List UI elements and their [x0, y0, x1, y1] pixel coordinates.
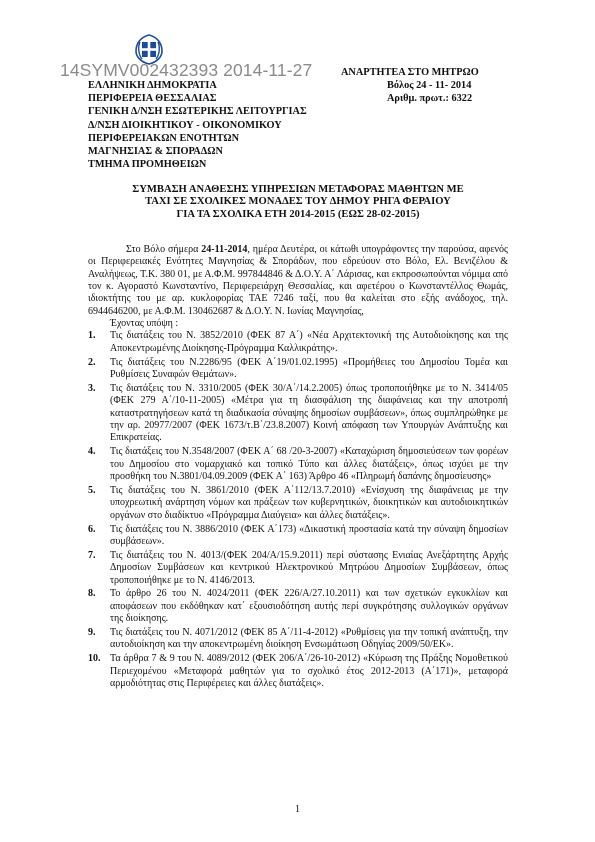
document-date: Βόλος 24 - 11- 2014	[387, 80, 472, 92]
authority-line: ΠΕΡΙΦΕΡΕΙΑΚΩΝ ΕΝΟΤΗΤΩΝ	[88, 132, 239, 144]
list-item	[88, 330, 508, 355]
item-number: 5.	[88, 484, 96, 496]
legal-basis-list	[88, 330, 508, 690]
title-line: ΓΙΑ ΤΑ ΣΧΟΛΙΚΑ ΕΤΗ 2014-2015 (ΕΩΣ 28-02-2015)	[176, 208, 420, 220]
item-number: 10.	[88, 653, 101, 665]
list-item	[88, 550, 508, 587]
authority-line: Δ/ΝΣΗ ΔΙΟΙΚΗΤΙΚΟΥ - ΟΙΚΟΝΟΜΙΚΟΥ	[88, 119, 282, 131]
list-item	[88, 485, 508, 522]
item-text: Τις διατάξεις του Ν. 3861/2010 (ΦΕΚ Α΄112/13.7.2010) «Ενίσχυση της διαφάνειας με την υποχρεωτική ανάρτηση νόμων και πράξεων των κυβερνητικών, διοικητικών και αυτοδιοικητικών οργάνων στο διαδίκτυο «Πρόγραμμα Διαύγεια» και άλλες διατάξεις».	[110, 484, 508, 521]
authority-line: ΠΕΡΙΦΕΡΕΙΑ ΘΕΣΣΑΛΙΑΣ	[88, 93, 217, 105]
item-text: Το άρθρο 26 του Ν. 4024/2011 (ΦΕΚ 226/Α/27.10.2011) και των σχετικών εγκυκλίων και αποφάσεων που εκδόθηκαν κατ΄ εξουσιοδότηση αυτής περί συγκρότησης συλλογικών οργάνων της διοίκησης.	[110, 588, 508, 625]
item-number: 9.	[88, 627, 96, 639]
intro-text-before: Στο Βόλο σήμερα	[126, 244, 202, 255]
list-item	[88, 588, 508, 625]
contract-date: 24-11-2014	[201, 244, 248, 255]
list-item	[88, 524, 508, 549]
list-item	[88, 383, 508, 445]
protocol-number: Αριθμ. πρωτ.: 6322	[387, 93, 473, 105]
item-text: Τις διατάξεις του Ν. 4071/2012 (ΦΕΚ 85 Α΄/11-4-2012) «Ρυθμίσεις για την τοπική ανάπτυξη, την αυτοδιοίκηση και την αποκεντρωμένη διοίκηση Ενσωμάτωση Οδηγίας 2009/50/ΕΚ».	[110, 627, 508, 651]
item-text: Τις διατάξεις του Ν. 3852/2010 (ΦΕΚ 87 Α΄) «Νέα Αρχιτεκτονική της Αυτοδιοίκησης και της Αποκεντρωμένης Διοίκησης-Πρόγραμμα Καλλικράτης».	[110, 330, 508, 354]
header-right	[341, 66, 479, 106]
intro-paragraph	[88, 244, 508, 318]
authority-line: ΜΑΓΝΗΣΙΑΣ & ΣΠΟΡΑΔΩΝ	[88, 146, 223, 158]
item-text: Τις διατάξεις του Ν. 4013/(ΦΕΚ 204/Α/15.9.2011) περί σύστασης Ενιαίας Ανεξάρτητης Αρχής Δημοσίων Συμβάσεων και κεντρικού Ηλεκτρονικού Μητρώου Δημοσίων Συμβάσεων, όπως τροποποιήθηκε με το Ν. 4146/2013.	[110, 549, 508, 586]
authority-line: ΤΜΗΜΑ ΠΡΟΜΗΘΕΙΩΝ	[88, 159, 207, 171]
authority-line: ΓΕΝΙΚΗ Δ/ΝΣΗ ΕΣΩΤΕΡΙΚΗΣ ΛΕΙΤΟΥΡΓΙΑΣ	[88, 106, 307, 118]
issuing-authority	[88, 79, 307, 171]
item-number: 4.	[88, 446, 96, 458]
list-item	[88, 357, 508, 382]
item-number: 8.	[88, 588, 96, 600]
document-watermark: 14SYMV002432393 2014-11-27	[60, 60, 313, 80]
list-item	[88, 653, 508, 690]
title-line: ΤΑΧΙ ΣΕ ΣΧΟΛΙΚΕΣ ΜΟΝΑΔΕΣ ΤΟΥ ΔΗΜΟΥ ΡΗΓΑ ΦΕΡΑΙΟΥ	[145, 196, 451, 208]
item-text: Τα άρθρα 7 & 9 του Ν. 4089/2012 (ΦΕΚ 206/Α΄/26-10-2012) «Κύρωση της Πράξης Νομοθετικού Περιεχομένου «Μεταφορά μαθητών για το σχολικό έτος 2012-2013 (Α΄171)», μεταφορά αρμοδιότητας στις Περιφέρειες και άλλες διατάξεις».	[110, 653, 508, 690]
intro-text-after: , ημέρα Δευτέρα, οι κάτωθι υπογράφοντες την παρούσα, αφενός οι Περιφερειακές Ενότητες Μαγνησίας & Σποράδων, που εδρεύουν στο Βόλο, Ελ. Βενιζέλου & Αναλήψεως, Τ.Κ. 380 01, με Α.Φ.Μ. 997844846 & Δ.Ο.Υ. Α΄ Λάρισας, και εκπροσωπούνται νόμιμα από τον κ. Αγοραστό Κωνσταντίνο, Περιφερειάρχη Θεσσαλίας, και αφετέρου ο Κωνσταντέλλος Θωμάς, ιδιοκτήτης του με αρ. κυκλοφορίας ΤΑΕ 7246 ταξί, που θα καλείται στο εξής ανάδοχος, τηλ. 6944646200, με Α.Φ.Μ. 130462687 & Δ.Ο.Υ. Ν. Ιωνίας Μαγνησίας,	[88, 244, 508, 317]
page-number: 1	[295, 804, 300, 815]
item-number: 1.	[88, 330, 96, 342]
document-body	[88, 244, 508, 692]
item-text: Τις διατάξεις του Ν.2286/95 (ΦΕΚ Α΄19/01.02.1995) «Προμήθειες του Δημοσίου Τομέα και Ρυθμίσεις Συναφών Θεμάτων».	[110, 356, 508, 381]
document-title	[88, 184, 508, 221]
list-item	[88, 446, 508, 483]
item-number: 2.	[88, 356, 96, 368]
item-text: Τις διατάξεις του Ν. 3310/2005 (ΦΕΚ 30/Α΄/14.2.2005) όπως τροποποιήθηκε με το Ν. 3414/05 (ΦΕΚ 279 Α΄/10-11-2005) «Μέτρα για τη διασφάλιση της διαφάνειας και την αποτροπή καταστρατηγήσεων κατά τη διαδικασία σύναψης δημοσίων συμβάσεων», όπως συμπληρώθηκε με την αρ. 20977/2007 (ΦΕΚ 1673/τ.Β΄/23.8.2007) Κοινή απόφαση των Υπουργών Ανάπτυξης και Επικρατείας.	[110, 382, 508, 444]
authority-line: ΕΛΛΗΝΙΚΗ ΔΗΜΟΚΡΑΤΙΑ	[88, 80, 217, 91]
item-number: 6.	[88, 523, 96, 535]
title-line: ΣΥΜΒΑΣΗ ΑΝΑΘΕΣΗΣ ΥΠΗΡΕΣΙΩΝ ΜΕΤΑΦΟΡΑΣ ΜΑΘΗΤΩΝ ΜΕ	[132, 184, 464, 195]
item-text: Τις διατάξεις του Ν.3548/2007 (ΦΕΚ Α΄ 68 /20-3-2007) «Καταχώριση δημοσιεύσεων των φορέων του Δημοσίου στο νομαρχιακό και τοπικό Τύπο και άλλες διατάξεις», όπως ισχύει με την προσθήκη του Ν.3801/04.09.2009 (ΦΕΚ Α΄ 163) Άρθρο 46 «Πληρωμή δαπάνης δημοσίευσης»	[110, 446, 508, 482]
item-text: Τις διατάξεις του Ν. 3886/2010 (ΦΕΚ Α΄173) «Δικαστική προστασία κατά την σύναψη δημοσίων συμβάσεων».	[110, 523, 508, 547]
having-regard-heading: Έχοντας υπόψη :	[110, 318, 179, 330]
list-item	[88, 627, 508, 652]
item-number: 7.	[88, 549, 96, 561]
item-number: 3.	[88, 382, 96, 394]
publication-notice: ΑΝΑΡΤΗΤΕΑ ΣΤΟ ΜΗΤΡΩΟ	[341, 67, 479, 78]
